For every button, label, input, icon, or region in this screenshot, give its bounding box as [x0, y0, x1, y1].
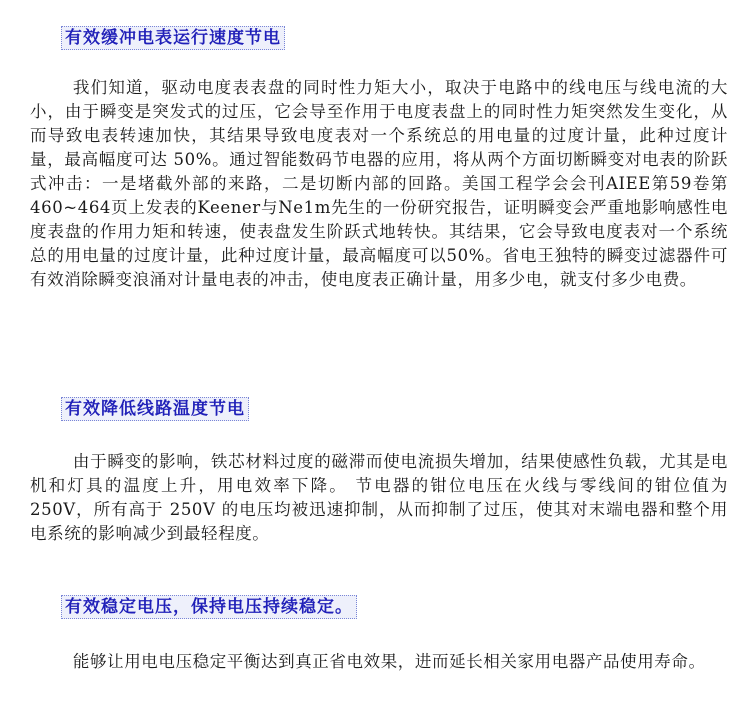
section-heading-meter-speed: 有效缓冲电表运行速度节电	[61, 26, 285, 50]
section-paragraph-meter-speed: 我们知道，驱动电度表表盘的同时性力矩大小，取决于电路中的线电压与线电流的大小，由于瞬变是突发式的过压，它会导至作用于电度表盘上的同时性力矩突然发生变化，从而导致电表转速加快，其结果导致电度表对一个系统总的用电量的过度计量，此种过度计量，最高幅度可达 50%。通过智能数码节电器的应用，将从两个方面切断瞬变对电表的阶跃式冲击：一是堵截外部的来路，二是切断内部的回路。美国工程学会会刊AIEE第59卷第460~464页上发表的Keener与Ne1m先生的一份研究报告，证明瞬变会严重地影响感性电度表盘的作用力矩和转速，使表盘发生阶跃式地转快。其结果，它会导致电度表对一个系统总的用电量的过度计量，此种过度计量，最高幅度可以50%。省电王独特的瞬变过滤器件可有效消除瞬变浪涌对计量电表的冲击，使电度表正确计量，用多少电，就支付多少电费。	[30, 78, 728, 289]
section-paragraph-line-temperature: 由于瞬变的影响，铁芯材料过度的磁滞而使电流损失增加，结果使感性负载，尤其是电机和灯具的温度上升，用电效率下降。 节电器的钳位电压在火线与零线间的钳位值为 250V，所有高于 250V 的电压均被迅速抑制，从而抑制了过压，使其对末端电器和整个用电系统的影响减少到最轻程度。	[30, 452, 728, 543]
section-heading-line-temperature: 有效降低线路温度节电	[61, 397, 249, 421]
section-heading-voltage-stability: 有效稳定电压，保持电压持续稳定。	[61, 595, 357, 619]
section-paragraph-voltage-stability: 能够让用电电压稳定平衡达到真正省电效果，进而延长相关家用电器产品使用寿命。	[72, 652, 706, 671]
